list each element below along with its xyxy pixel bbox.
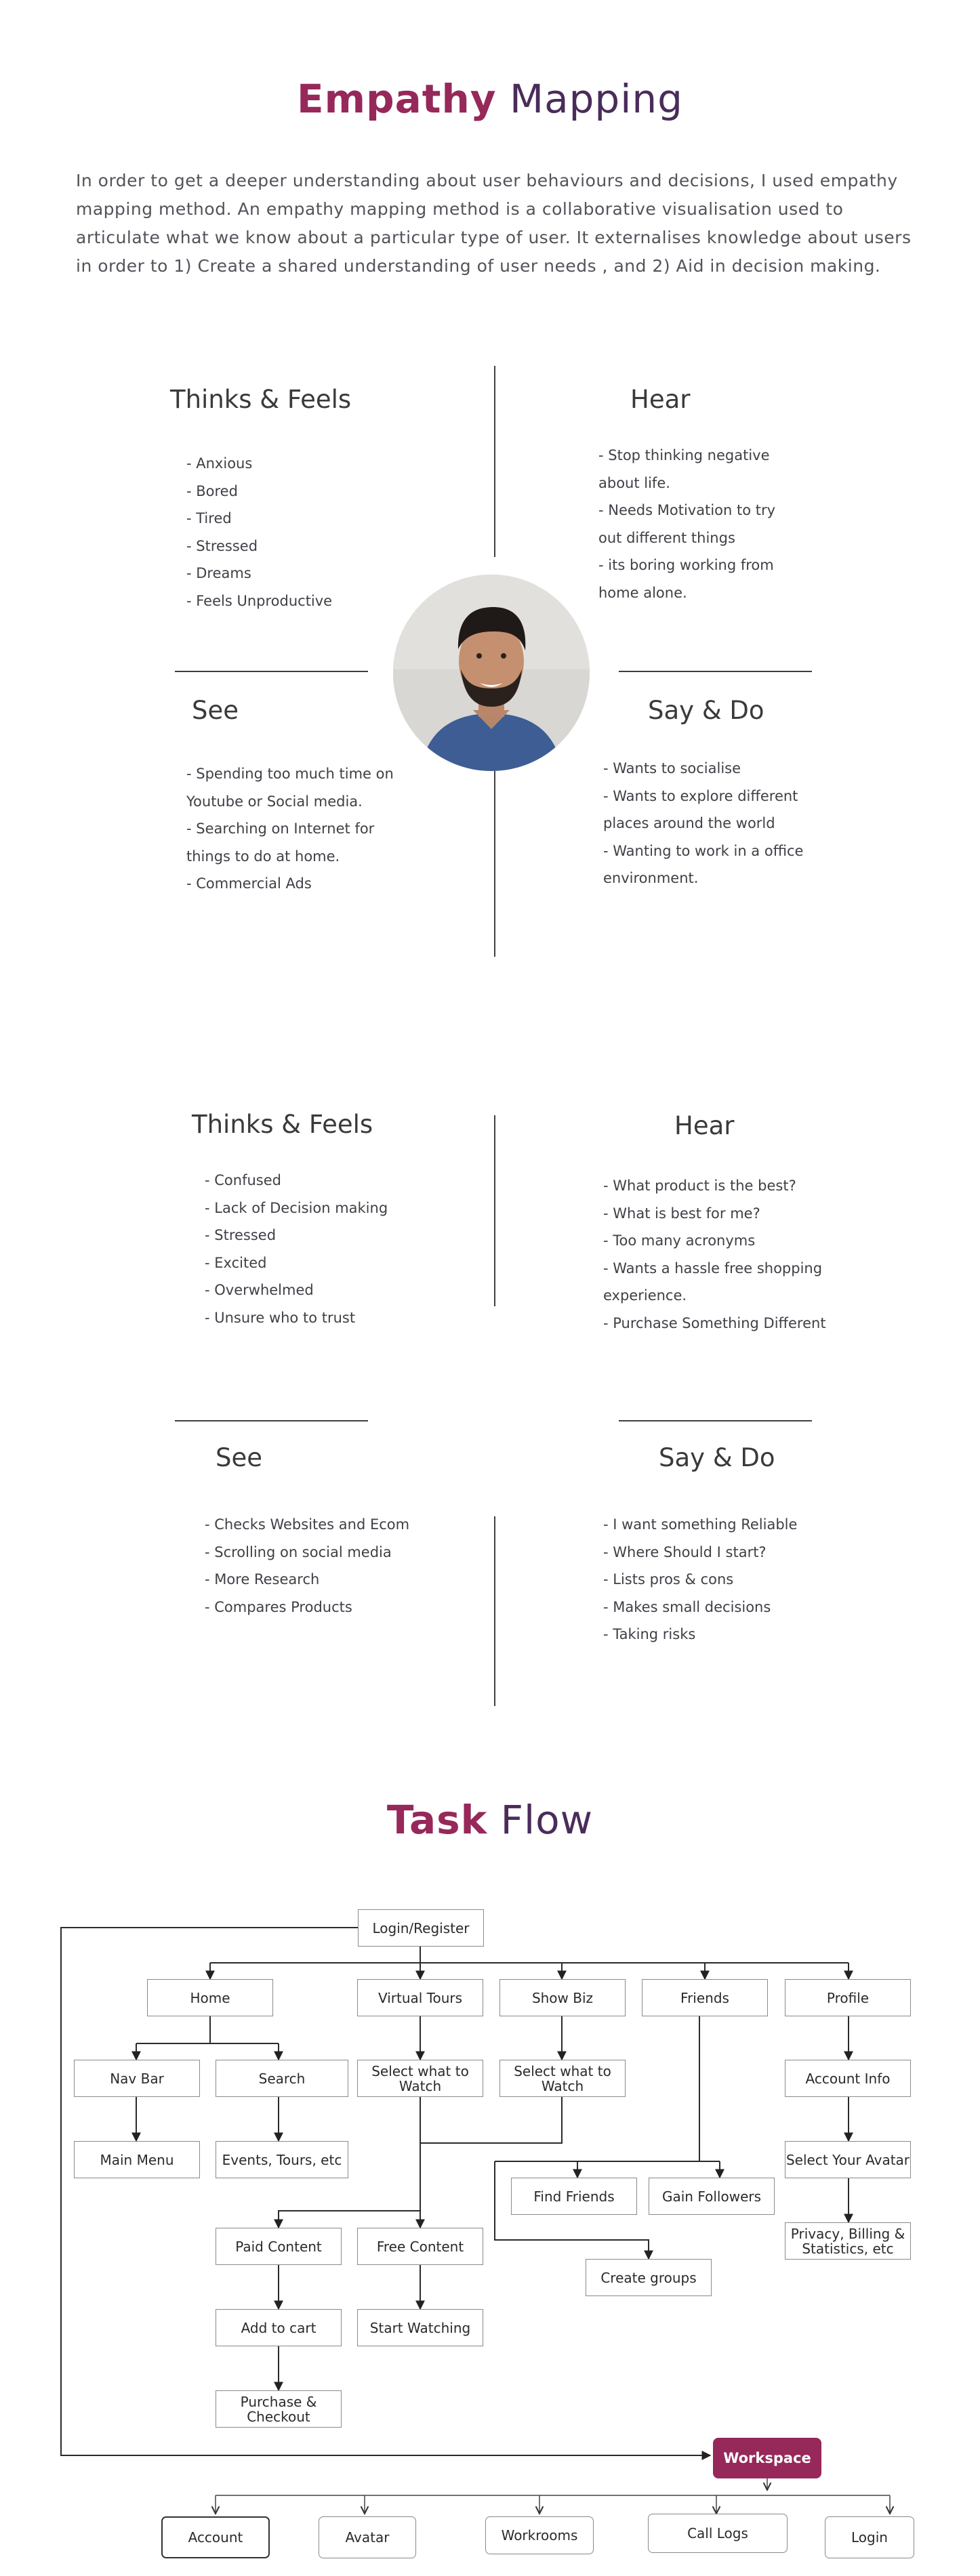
- list-item: - Wants to socialise: [603, 760, 741, 776]
- list-item: - What product is the best?: [603, 1178, 796, 1194]
- node-ws-workrooms: Workrooms: [485, 2516, 594, 2554]
- map1-hear-title: Hear: [630, 385, 691, 414]
- node-purchase-checkout: Purchase & Checkout: [216, 2390, 342, 2428]
- taskflow-title-accent: Task: [386, 1797, 488, 1843]
- list-item: environment.: [603, 870, 699, 886]
- empathy-intro: In order to get a deeper understanding about user behaviours and decisions, I used empathy mapping method. An empathy mapping method is a collaborative visualisation used to articulate what we know about a particular type of user. It externalises knowledge about users in order to 1) Create a shared understanding of user needs , and 2) Aid in decision making.: [76, 171, 912, 276]
- node-ws-avatar: Avatar: [319, 2516, 416, 2558]
- list-item: experience.: [603, 1287, 687, 1304]
- list-item: - Confused: [205, 1172, 281, 1188]
- node-start-watching: Start Watching: [357, 2309, 483, 2346]
- node-nav-bar: Nav Bar: [74, 2060, 200, 2097]
- node-account-info: Account Info: [785, 2060, 911, 2097]
- node-create-groups: Create groups: [586, 2259, 712, 2296]
- map1-hear-list: [598, 442, 775, 606]
- map2-divider-right: [619, 1420, 812, 1421]
- list-item: - Anxious: [186, 455, 253, 472]
- map1-divider-top: [494, 366, 495, 557]
- node-profile: Profile: [785, 1979, 911, 2016]
- map2-hear-title: Hear: [674, 1111, 735, 1140]
- list-item: - Dreams: [186, 565, 251, 581]
- node-paid-content: Paid Content: [216, 2228, 342, 2265]
- node-privacy: Privacy, Billing & Statistics, etc: [785, 2222, 911, 2260]
- node-search: Search: [216, 2060, 348, 2097]
- list-item: - Lack of Decision making: [205, 1199, 388, 1216]
- node-events: Events, Tours, etc: [216, 2141, 348, 2178]
- list-item: things to do at home.: [186, 848, 340, 865]
- node-free-content: Free Content: [357, 2228, 483, 2265]
- map1-see-list: [186, 760, 394, 898]
- user-avatar: [393, 575, 590, 771]
- list-item: - Lists pros & cons: [603, 1571, 734, 1587]
- node-ws-account: Account: [161, 2516, 270, 2558]
- list-item: - Stop thinking negative: [598, 447, 770, 463]
- list-item: - Where Should I start?: [603, 1543, 767, 1560]
- list-item: - Stressed: [186, 537, 258, 554]
- list-item: - Searching on Internet for: [186, 820, 375, 837]
- map1-divider-left: [175, 671, 368, 672]
- list-item: - Taking risks: [603, 1626, 696, 1642]
- list-item: - Stressed: [205, 1227, 277, 1243]
- map2-divider-bottom: [494, 1516, 495, 1706]
- list-item: - Feels Unproductive: [186, 592, 333, 609]
- list-item: - Purchase Something Different: [603, 1314, 826, 1331]
- list-item: - Wants a hassle free shopping: [603, 1260, 823, 1276]
- node-virtual-tours: Virtual Tours: [357, 1979, 483, 2016]
- map2-hear-list: [603, 1172, 826, 1337]
- taskflow-title-rest: Flow: [500, 1797, 594, 1843]
- map2-thinks-list: [205, 1167, 388, 1331]
- map2-see-list: [205, 1511, 409, 1621]
- map2-see-title: See: [216, 1443, 263, 1472]
- node-friends: Friends: [642, 1979, 768, 2016]
- node-show-biz: Show Biz: [499, 1979, 626, 2016]
- node-gain-followers: Gain Followers: [649, 2178, 775, 2215]
- list-item: - Excited: [205, 1254, 267, 1271]
- list-item: Youtube or Social media.: [186, 793, 363, 810]
- list-item: - Scrolling on social media: [205, 1543, 392, 1560]
- node-main-menu: Main Menu: [74, 2141, 200, 2178]
- list-item: - Spending too much time on: [186, 766, 394, 782]
- map1-see-title: See: [192, 696, 239, 725]
- map2-say-list: [603, 1511, 797, 1648]
- list-item: about life.: [598, 474, 670, 491]
- taskflow-title: [0, 1797, 980, 1843]
- map2-divider-top: [494, 1115, 495, 1306]
- list-item: - Needs Motivation to try: [598, 502, 776, 518]
- map2-divider-left: [175, 1420, 368, 1421]
- map1-say-list: [603, 755, 803, 892]
- map2-thinks-title: Thinks & Feels: [192, 1110, 373, 1139]
- list-item: - Commercial Ads: [186, 875, 312, 892]
- list-item: places around the world: [603, 815, 775, 831]
- list-item: - Too many acronyms: [603, 1232, 756, 1249]
- node-ws-call-logs: Call Logs: [648, 2514, 788, 2553]
- empathy-title-accent: Empathy: [297, 76, 497, 122]
- node-select-watch-1: Select what to Watch: [357, 2060, 483, 2097]
- list-item: - Compares Products: [205, 1598, 352, 1615]
- node-login-register: Login/Register: [358, 1909, 484, 1947]
- list-item: - Tired: [186, 510, 232, 526]
- map1-thinks-list: [186, 450, 332, 615]
- list-item: - What is best for me?: [603, 1205, 760, 1222]
- empathy-title-rest: Mapping: [510, 76, 683, 122]
- list-item: - I want something Reliable: [603, 1516, 798, 1533]
- list-item: - Makes small decisions: [603, 1598, 771, 1615]
- node-add-to-cart: Add to cart: [216, 2309, 342, 2346]
- list-item: - More Research: [205, 1571, 320, 1587]
- node-find-friends: Find Friends: [511, 2178, 637, 2215]
- map1-divider-right: [619, 671, 812, 672]
- empathy-title: [0, 76, 980, 122]
- list-item: - Bored: [186, 482, 238, 499]
- map1-divider-bottom: [494, 767, 495, 957]
- map1-say-title: Say & Do: [648, 696, 764, 725]
- user-avatar-illustration: [393, 575, 590, 771]
- list-item: - its boring working from: [598, 557, 774, 573]
- map2-say-title: Say & Do: [659, 1443, 775, 1472]
- list-item: - Wants to explore different: [603, 787, 798, 804]
- node-select-watch-2: Select what to Watch: [499, 2060, 626, 2097]
- list-item: - Wanting to work in a office: [603, 842, 804, 859]
- node-select-avatar: Select Your Avatar: [785, 2141, 911, 2178]
- node-ws-login: Login: [825, 2516, 914, 2558]
- node-workspace: Workspace: [713, 2438, 821, 2478]
- node-home: Home: [147, 1979, 273, 2016]
- list-item: out different things: [598, 529, 735, 546]
- list-item: home alone.: [598, 584, 687, 601]
- list-item: - Unsure who to trust: [205, 1309, 356, 1326]
- map1-thinks-title: Thinks & Feels: [170, 385, 352, 414]
- list-item: - Overwhelmed: [205, 1282, 314, 1298]
- list-item: - Checks Websites and Ecom: [205, 1516, 410, 1533]
